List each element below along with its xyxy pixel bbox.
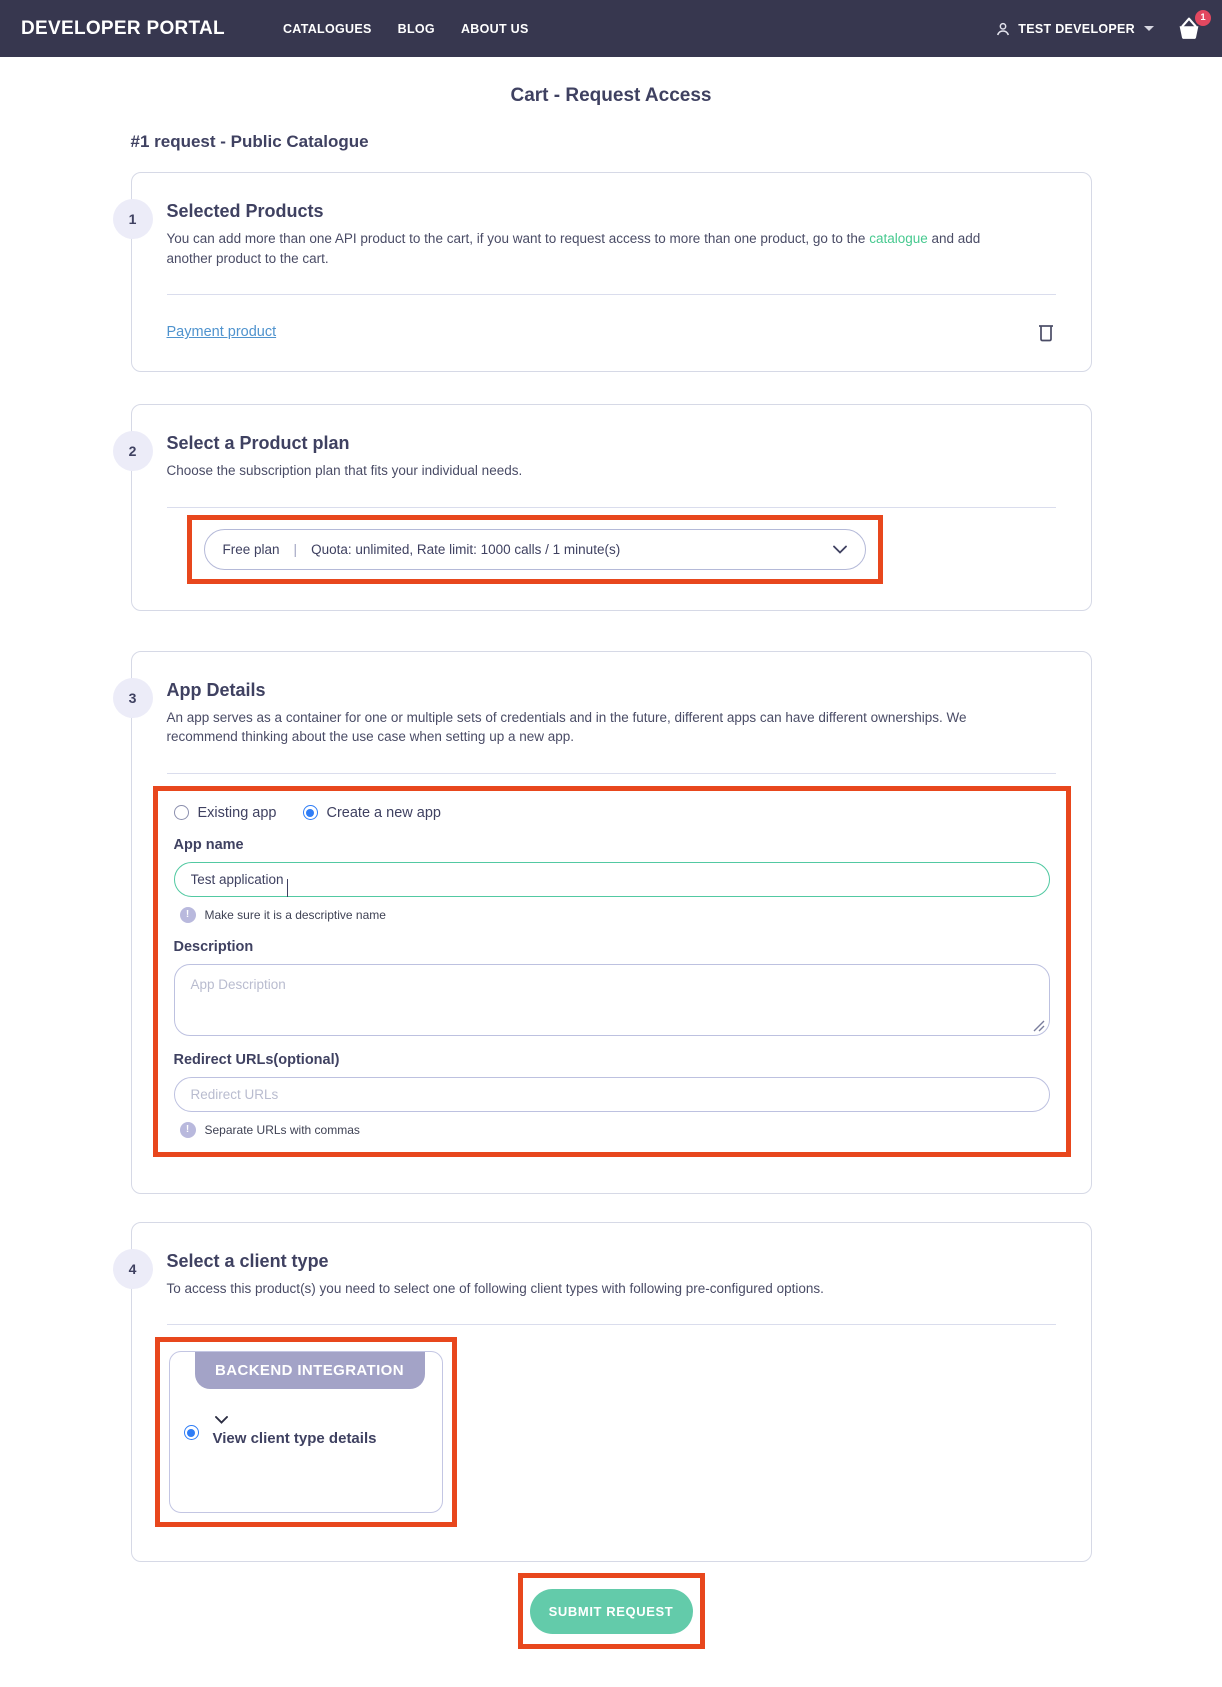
redirect-urls-label: Redirect URLs(optional) [173,1051,340,1068]
card-client-type [128,1222,1092,1563]
remove-product-button[interactable] [1036,321,1056,343]
description-text-before: You can add more than one API product to the cart, if you want to request access to more than one product, go to the [166,231,870,246]
radio-create-new-app[interactable] [303,805,441,821]
submit-request-button[interactable]: SUBMIT REQUEST [530,1589,693,1634]
client-type-title: Select a client type [166,1250,329,1271]
user-menu[interactable] [995,21,1154,37]
view-client-type-details[interactable] [213,1411,377,1447]
request-title: #1 request - Public Catalogue [130,132,369,151]
person-icon [995,21,1011,37]
divider [167,294,1056,295]
client-type-row [184,1411,442,1447]
content-area [128,132,1092,1687]
selected-products-title: Selected Products [166,201,324,221]
app-name-label: App name [173,836,244,853]
plan-name: Free plan [222,541,280,557]
annotation-box-app-form [153,786,1071,1157]
annotation-box-plan [187,515,883,584]
brand-logo[interactable]: DEVELOPER PORTAL [21,17,225,39]
chevron-down-icon [833,545,847,554]
product-plan-title: Select a Product plan [166,433,350,453]
annotation-box-client-type [155,1337,457,1527]
client-type-banner: BACKEND INTEGRATION [195,1352,425,1389]
selected-products-description [167,229,1015,268]
radio-checked-icon[interactable] [303,805,318,820]
app-details-title: App Details [166,679,266,700]
step-number-3: 3 [113,678,153,718]
description-textarea-wrap [174,964,1050,1036]
step-number-1: 1 [113,199,153,239]
divider [167,507,1056,508]
redirect-urls-input[interactable] [174,1077,1050,1112]
info-icon: ! [180,907,196,923]
client-type-card[interactable] [169,1351,443,1513]
app-details-description: An app serves as a container for one or multiple sets of credentials and in the future, different apps can have different ownerships. We recommend thinking about the use case when setting up a new app. [166,709,967,745]
cart-button[interactable] [1174,14,1204,44]
app-mode-radio-group [174,805,1050,821]
app-name-hint [180,907,1050,923]
plan-select-dropdown[interactable] [204,529,866,570]
card-selected-products [128,172,1092,372]
nav-link-catalogues[interactable]: CATALOGUES [282,21,372,36]
plan-separator: | [293,541,298,557]
product-plan-subtitle: Choose the subscription plan that fits your individual needs. [166,463,523,478]
text-cursor [287,879,289,897]
chevron-down-icon [1144,26,1154,31]
cart-count-badge: 1 [1195,10,1211,26]
card-product-plan [128,404,1092,611]
app-name-input[interactable] [174,862,1050,897]
description-label: Description [173,938,254,955]
user-menu-label: TEST DEVELOPER [1018,21,1135,36]
chevron-down-icon [215,1411,377,1429]
trash-icon [1036,321,1056,343]
nav-link-blog[interactable]: BLOG [397,21,435,36]
product-row [167,321,1056,343]
client-type-subtitle: To access this product(s) you need to select one of following client types with following pre-configured options. [166,1280,824,1296]
info-icon: ! [180,1122,196,1138]
step-number-2: 2 [113,431,153,471]
main-nav [283,22,529,36]
top-navbar [0,0,1222,57]
redirect-urls-hint [180,1122,1050,1138]
card-app-details [128,651,1092,1194]
annotation-box-submit [518,1573,705,1649]
divider [167,1324,1056,1325]
app-name-hint-text: Make sure it is a descriptive name [204,907,386,922]
redirect-urls-hint-text: Separate URLs with commas [204,1122,360,1137]
client-type-radio[interactable] [184,1425,199,1440]
page-title: Cart - Request Access [510,85,712,106]
divider [167,773,1056,774]
app-name-input-wrap [174,862,1050,897]
plan-details: Quota: unlimited, Rate limit: 1000 calls / 1 minute(s) [311,541,621,557]
payment-product-link[interactable]: Payment product [166,324,277,341]
catalogue-link[interactable]: catalogue [869,231,928,246]
submit-area [131,1573,1092,1687]
radio-existing-app-label: Existing app [197,804,277,821]
view-client-type-details-label: View client type details [212,1430,377,1448]
description-text-after: and add another product to the cart. [166,231,981,266]
description-textarea[interactable] [174,964,1050,1036]
radio-existing-app[interactable] [174,805,277,821]
step-number-4: 4 [113,1249,153,1289]
navbar-right [995,14,1204,44]
radio-create-new-app-label: Create a new app [326,804,441,821]
radio-unchecked-icon[interactable] [174,805,189,820]
nav-link-about-us[interactable]: ABOUT US [460,21,529,36]
